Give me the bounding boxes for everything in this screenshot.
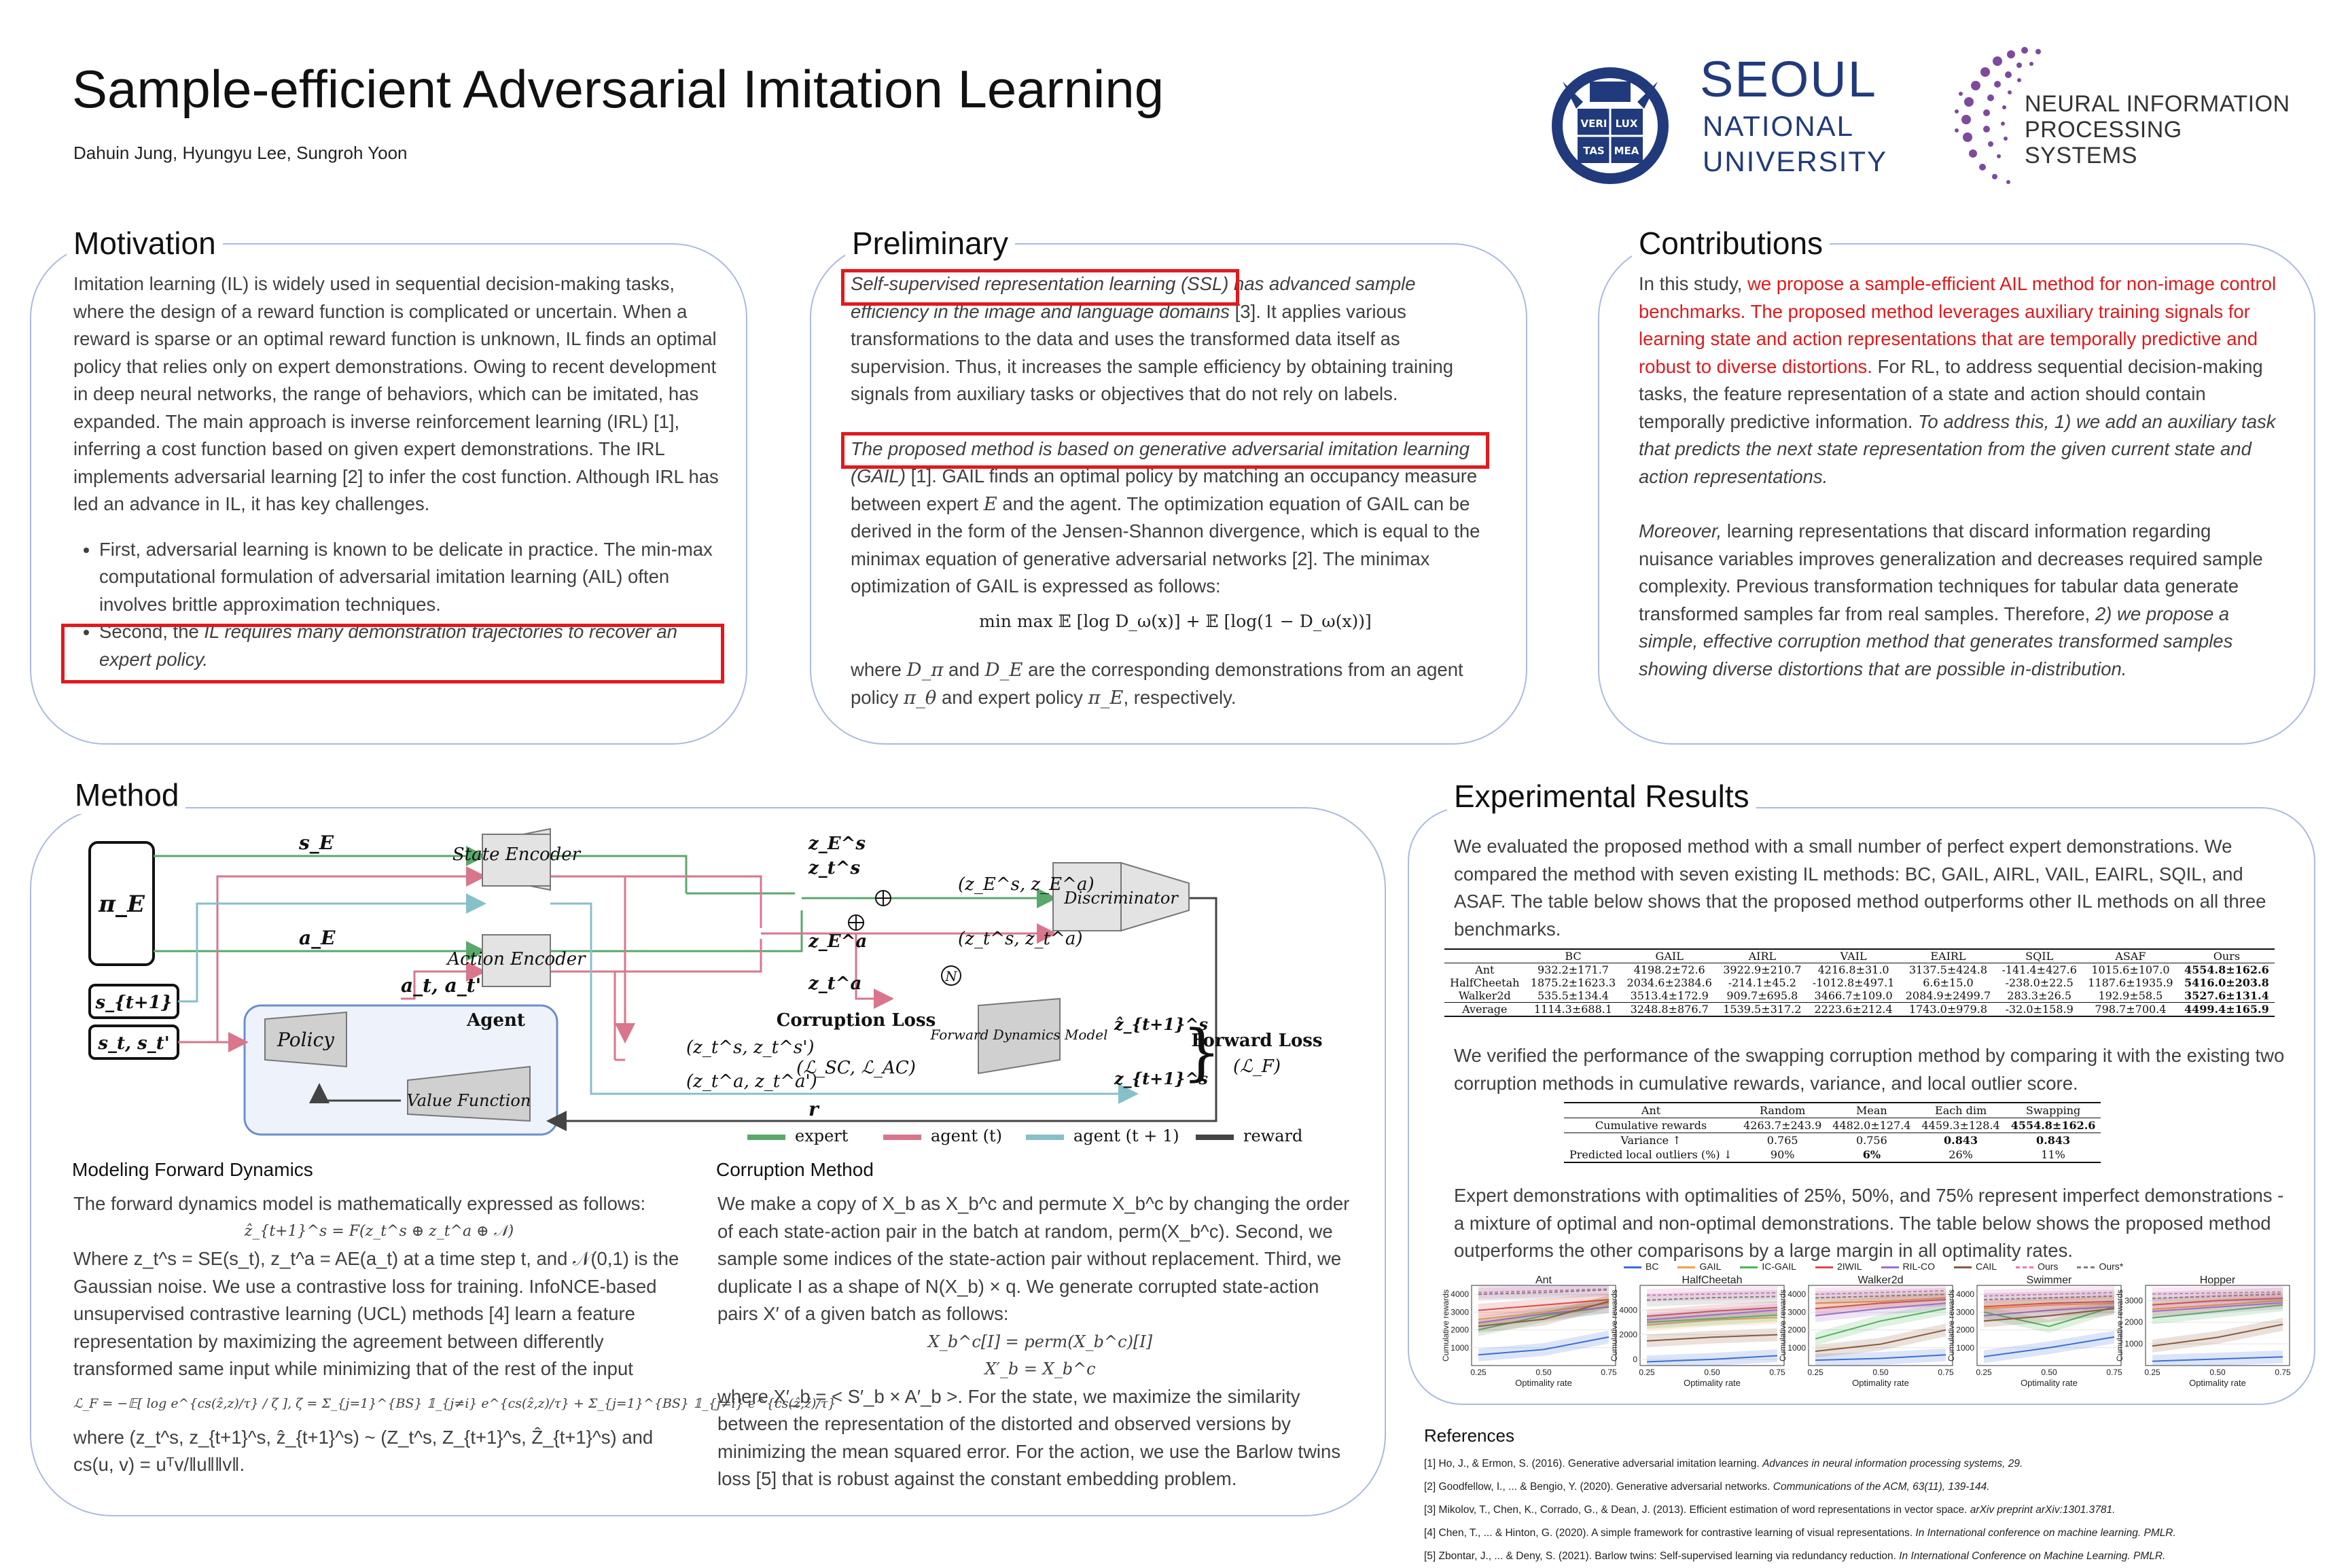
results-p1: We evaluated the proposed method with a small number of perfect expert demonstrations. We compared the method with seven existing IL methods: BC, GAIL, AIRL, VAIL, EAIRL, SQIL, and ASAF. The table below shows that the proposed method outperforms other IL methods on all three benchmarks. (1454, 836, 2266, 940)
after-d: and expert policy (936, 686, 1088, 708)
plot-legend-item (1677, 1261, 1721, 1272)
ssl-italic: Self-supervised representation learning (SSL) has advanced sample efficiency in the image and language domains (851, 273, 1416, 322)
t1-h5: EAIRL (1930, 950, 1966, 963)
seal-text-3: TAS (1583, 145, 1605, 157)
z-hat-label: ẑ_{t+1}^s (1114, 1014, 1209, 1034)
authors: Dahuin Jung, Hyungyu Lee, Sungroh Yoon (73, 143, 408, 163)
plot-legend-item (1815, 1261, 1862, 1272)
plot-xtick: 0.50 (1704, 1368, 1720, 1377)
after-a: where (851, 659, 907, 680)
plot-legend-label: IC-GAIL (1762, 1261, 1796, 1272)
after-e: , respectively. (1123, 686, 1237, 708)
t1-h4: VAIL (1840, 950, 1867, 963)
plot-legend-label: 2IWIL (1836, 1261, 1862, 1272)
contrib-red-text: we propose a sample-efficient AIL method for non-image control benchmarks. The proposed method leverages auxiliary training signals for learning state and action representations that are temporally predictive and robust to diverse distortions. (1639, 273, 2277, 377)
snu-line3: UNIVERSITY (1703, 145, 1888, 177)
neurips-logo (1943, 41, 2296, 197)
reward-label: r (808, 1098, 819, 1120)
preliminary-after (851, 656, 1496, 711)
t1-h1: BC (1565, 950, 1582, 963)
fd-p1: The forward dynamics model is mathematically expressed as follows: (73, 1193, 646, 1214)
plot-swimmer (1946, 1275, 2122, 1388)
plot-xtick: 0.25 (2144, 1368, 2160, 1377)
state-encoder-label-1: State Encoder (452, 844, 581, 865)
method-title: Method (68, 776, 185, 814)
plot-ytick: 4000 (1619, 1305, 1637, 1315)
legend-reward: reward (1243, 1126, 1303, 1145)
plot-ylabel: Cumulative rewards (1441, 1289, 1451, 1362)
prelim-p2-b: and the agent. The optimization equation of GAIL can be derived in the form of the Jensen-Shannon divergence, which is equal to the minimax equation of generative adversarial networks [2]. The minimax optimization of GAIL is expressed as follows: (851, 493, 1480, 596)
plot-legend-swatch (1954, 1266, 1972, 1268)
contrib-p1-a: In this study, (1639, 273, 1747, 294)
fd-eq1: ẑ_{t+1}^s = F(z_t^s ⊕ z_t^a ⊕ 𝒩) (244, 1222, 514, 1240)
plot-ytick: 0 (1633, 1354, 1637, 1364)
plot-ant (1441, 1275, 1617, 1388)
cm-body (717, 1190, 1363, 1493)
plot-ytick: 1000 (2124, 1339, 2143, 1349)
plot-legend-label: RIL-CO (1902, 1261, 1935, 1272)
plot-xtick: 0.50 (2209, 1368, 2226, 1377)
plot-legend-swatch (1815, 1266, 1833, 1268)
contrib-italic-2: 2) we propose a simple, effective corruption method that generates transformed samples showing diverse distortions that are possible in-distribution. (1639, 603, 2233, 679)
gail-equation: min max 𝔼 [log D_ω(x)] + 𝔼 [log(1 − D_ω(x))] (979, 611, 1372, 631)
table1-header (1444, 949, 2275, 963)
plot-legend-item (1881, 1261, 1935, 1272)
plot-xtick: 0.75 (2275, 1368, 2291, 1377)
a-e-label: a_E (299, 927, 336, 949)
snu-logo (1542, 51, 1888, 190)
reference-item: [1] Ho, J., & Ermon, S. (2016). Generative adversarial imitation learning. Advances in neural information processing systems, 29. (1424, 1458, 2023, 1469)
references-title: References (1424, 1425, 1514, 1446)
plot-xlabel: Optimality rate (1684, 1378, 1741, 1388)
fd-eq2: ℒ_F = −𝔼[ log e^{cs(ẑ,z)/τ} / ζ ], ζ = Σ_{j=1}^{BS} 𝟙_{j≠i} e^{cs(ẑ,z)/τ} + Σ_{j=1}^{BS} 𝟙_{j≠i} e^{cs(ẑ,ẑ)/τ} (73, 1395, 836, 1411)
legend-expert: expert (795, 1126, 849, 1145)
d-pi: D_π (906, 659, 944, 681)
brace-icon: } (1182, 1017, 1222, 1088)
plot-legend-item (2016, 1261, 2058, 1272)
cm-p2: where X′_b = < S′_b × A′_b >. For the state, we maximize the similarity between the representation of the distorted and observed versions by minimizing the mean squared error. For the action, we use the Barlow twins loss [5] that is robust against the constant embedding problem. (717, 1385, 1341, 1489)
snu-line2: NATIONAL (1703, 110, 1854, 142)
t2-h0: Ant (1641, 1104, 1661, 1117)
prelim-p2-a: [1]. GAIL finds an optimal policy by matching an occupancy measure between expert (851, 465, 1478, 514)
plot-ytick: 2000 (1619, 1330, 1637, 1340)
contrib-p1-b: For RL, to address sequential decision-making tasks, the feature representation of a state and action should contain temporally predictive information. (1639, 355, 2263, 432)
t2-h4: Swapping (2025, 1104, 2081, 1117)
plot-legend-label: Ours* (2099, 1261, 2124, 1272)
bullet-2-prefix: Second, the (99, 621, 204, 642)
plot-ylabel: Cumulative rewards (2115, 1289, 2124, 1362)
neurips-line1: NEURAL INFORMATION (2025, 91, 2290, 117)
seal-text-2: LUX (1615, 118, 1638, 130)
table-row: Cumulative rewards 4263.7±243.9 4482.0±127.4 4459.3±128.4 4554.8±162.6 (1564, 1118, 2101, 1133)
after-b: and (943, 659, 985, 680)
plot-title: Walker2d (1857, 1275, 1904, 1286)
results-p2: We verified the performance of the swapping corruption method by comparing it with the existing two corruption methods in cumulative rewards, variance, and local outlier score. (1454, 1045, 2285, 1094)
contributions-p2 (1639, 518, 2284, 683)
plot-xtick: 0.25 (1639, 1368, 1655, 1377)
plot-ytick: 4000 (1787, 1289, 1806, 1300)
corr-a-label: (z_t^a, z_t^a') (686, 1071, 817, 1092)
plot-xtick: 0.25 (1470, 1368, 1487, 1377)
table-row: Predicted local outliers (%) ↓ 90% 6% 26% 11% (1569, 1148, 2065, 1161)
motivation-paragraph: Imitation learning (IL) is widely used in sequential decision-making tasks, where the design of a reward function is complicated or uncertain. When a reward is sparse or an optimal reward function is unknown, IL finds an optimal policy that relies only on expert demonstrations. Owing to recent development in deep neural networks, the range of behaviors, which can be imitated, has expanded. The main approach is inverse reinforcement learning (IRL) [1], inferring a cost function based on given expert demonstrations. The IRL implements adversarial learning [2] to infer the cost function. Although IRL has led an advance in IL, it has key challenges. (73, 273, 719, 514)
reference-item: [2] Goodfellow, I., ... & Bengio, Y. (2020). Generative adversarial networks. Communications of the ACM, 63(11), 139-144. (1424, 1481, 1990, 1493)
plot-ylabel: Cumulative rewards (1778, 1289, 1787, 1362)
preliminary-title: Preliminary (845, 224, 1015, 262)
z-next-label: z_{t+1}^s (1114, 1069, 1209, 1088)
t2-h2: Mean (1856, 1104, 1887, 1117)
s-t-label: s_t, s_t' (98, 1033, 170, 1054)
reference-item: [4] Chen, T., ... & Hinton, G. (2020). A simple framework for contrastive learning of visual representations. In International conference on machine learning. PMLR. (1424, 1527, 2176, 1539)
plot-ytick: 2000 (2124, 1317, 2143, 1328)
table-benchmarks (1444, 948, 2275, 1017)
plot-xlabel: Optimality rate (2021, 1378, 2078, 1388)
t1-h0 (1444, 949, 1525, 963)
plot-legend-item (1740, 1261, 1796, 1272)
bullet-2-italic: IL requires many demonstration trajectories to recover an expert policy. (99, 621, 677, 670)
forward-loss-sub: (ℒ_F) (1232, 1056, 1281, 1077)
fd-title: Modeling Forward Dynamics (72, 1159, 313, 1180)
plot-legend-item (1954, 1261, 1997, 1272)
plot-xtick: 0.25 (1807, 1368, 1824, 1377)
plot-xlabel: Optimality rate (2189, 1378, 2246, 1388)
pair-t-label: (z_t^s, z_t^a) (958, 929, 1083, 949)
t1-h3: AIRL (1748, 950, 1777, 963)
highlight-box-motivation (61, 624, 724, 683)
s-t1-label: s_{t+1} (95, 993, 173, 1013)
reference-item: [3] Mikolov, T., Chen, K., Corrado, G., & Dean, J. (2013). Efficient estimation of word representations in vector space. arXiv preprint arXiv:1301.3781. (1424, 1504, 2116, 1516)
discriminator-label: Discriminator (1064, 889, 1178, 908)
method-diagram (75, 822, 1366, 1148)
legend-agent-t1: agent (t + 1) (1073, 1126, 1179, 1145)
d-e: D_E (984, 659, 1023, 681)
highlight-box-ssl (841, 269, 1239, 306)
policy-label: Policy (277, 1029, 334, 1051)
seal-text-4: MEA (1614, 145, 1639, 157)
references-list (1424, 1453, 2321, 1568)
pi-e: π_E (1088, 686, 1124, 709)
t1-h6: SQIL (2025, 950, 2054, 963)
plot-legend-item (1624, 1261, 1658, 1272)
plot-title: Swimmer (2026, 1275, 2072, 1286)
table2-header (1564, 1103, 2101, 1118)
highlight-box-gail (841, 432, 1489, 469)
value-function-label: Value Function (406, 1091, 531, 1110)
plot-legend-swatch (1624, 1266, 1641, 1268)
plot-ytick: 2000 (1787, 1325, 1806, 1335)
forward-dynamics-label: Forward Dynamics Model (930, 1027, 1108, 1043)
plot-title: Ant (1535, 1275, 1552, 1286)
fd-p3: where (z_t^s, z_{t+1}^s, ẑ_{t+1}^s) ~ (Z_t^s, Z_{t+1}^s, Ẑ_{t+1}^s) and cs(u, v) = uᵀv/‖u‖‖v‖. (73, 1426, 654, 1475)
plot-xtick: 0.75 (1769, 1368, 1785, 1377)
plot-legend-label: CAIL (1975, 1261, 1997, 1272)
contributions-title: Contributions (1632, 224, 1830, 262)
plot-legend-label: GAIL (1699, 1261, 1722, 1272)
plot-ytick: 1000 (1956, 1342, 1974, 1353)
plot-walker2d (1778, 1275, 1954, 1388)
t1-h7: ASAF (2115, 950, 2146, 963)
contrib-p2-a: learning representations that discard information regarding nuisance variables improves generalization and decreases required sample complexity. Previous transformation techniques for tabular data generate transformed samples far from real samples. Therefore, (1639, 520, 2263, 624)
plot-xtick: 0.75 (1601, 1368, 1617, 1377)
plot-ytick: 3000 (1787, 1307, 1806, 1317)
motivation-bullet-1: • First, adversarial learning is known to be delicate in practice. The min-max computational formulation of adversarial imitation learning (AIL) often involves brittle approximation techniques. (99, 536, 720, 619)
plot-ytick: 1000 (1787, 1342, 1806, 1353)
contributions-p1 (1639, 270, 2284, 491)
neurips-line2: PROCESSING SYSTEMS (2025, 117, 2182, 168)
plot-legend-swatch (2077, 1266, 2095, 1268)
corruption-loss-sub: (ℒ_SC, ℒ_AC) (796, 1058, 916, 1078)
legend-agent-t: agent (t) (931, 1126, 1002, 1145)
plot-ytick: 3000 (2124, 1296, 2143, 1306)
table-row: Ant 932.2±171.7 4198.2±72.6 3922.9±210.7 4216.8±31.0 3137.5±424.8 -141.4±427.6 1015.6±107.0 4554.8±162.6 (1475, 963, 2269, 976)
t1-h2: GAIL (1655, 950, 1684, 963)
plot-ytick: 4000 (1956, 1289, 1974, 1300)
t1-h8: Ours (2213, 950, 2241, 963)
plot-legend-swatch (1740, 1266, 1758, 1268)
plot-legend-swatch (1677, 1266, 1695, 1268)
pi-e-label: π_E (99, 891, 145, 918)
plot-xtick: 0.25 (1976, 1368, 1992, 1377)
plot-ytick: 3000 (1956, 1307, 1974, 1317)
plot-xtick: 0.50 (2041, 1368, 2057, 1377)
z-t-s-label: z_t^s (808, 858, 861, 878)
contrib-italic-1: To address this, 1) we add an auxiliary task that predicts the next state representation from the given current state and action representations. (1639, 410, 2276, 487)
snu-seal-icon (1542, 54, 1678, 190)
plot-ytick: 3000 (1451, 1307, 1469, 1317)
forward-loss-label: Forward Loss (1191, 1031, 1323, 1051)
poster-title: Sample-efficient Adversarial Imitation Learning (72, 59, 1164, 119)
corruption-loss-label: Corruption Loss (776, 1010, 936, 1031)
a-t-label: a_t, a_t' (401, 974, 482, 997)
noise-label: N (945, 968, 957, 984)
plot-xtick: 0.75 (1938, 1368, 1954, 1377)
plot-ytick: 1000 (1451, 1342, 1469, 1353)
action-encoder-label: Action Encoder (447, 949, 586, 969)
plot-xtick: 0.50 (1872, 1368, 1889, 1377)
plot-ylabel: Cumulative rewards (1609, 1289, 1619, 1362)
plot-xtick: 0.75 (2106, 1368, 2122, 1377)
plot-halfcheetah (1609, 1275, 1785, 1388)
plot-xlabel: Optimality rate (1515, 1378, 1572, 1388)
fd-body (73, 1190, 836, 1479)
table-row: HalfCheetah 1875.2±1623.3 2034.6±2384.6 -214.1±45.2 -1012.8±497.1 6.6±15.0 -238.0±22.5 1187.6±1935.9 5416.0±203.8 (1450, 976, 2269, 989)
diagram-legend (747, 1126, 1302, 1145)
plot-ytick: 2000 (1956, 1325, 1974, 1335)
after-c: are the corresponding demonstrations from an agent policy (851, 659, 1463, 708)
table-row: Variance ↑ 0.765 0.756 0.843 0.843 (1620, 1134, 2071, 1147)
pair-e-label: (z_E^s, z_E^a) (958, 874, 1095, 895)
agent-label: Agent (467, 1010, 525, 1031)
plot-title: Hopper (2199, 1275, 2236, 1286)
optimality-plots (1440, 1275, 2303, 1410)
z-t-a-label: z_t^a (808, 974, 862, 994)
results-p3: Expert demonstrations with optimalities of 25%, 50%, and 75% represent imperfect demonstrations - a mixture of optimal and non-optimal demonstrations. The table below shows the proposed method outperforms the other comparisons by a large margin in all optimality rates. (1454, 1185, 2284, 1261)
table-row: Walker2d 535.5±134.4 3513.4±172.9 909.7±695.8 3466.7±109.0 2084.9±2499.7 283.3±26.5 192.9±58.5 3527.6±131.4 (1444, 989, 2275, 1003)
plot-xlabel: Optimality rate (1852, 1378, 1909, 1388)
fd-p2: Where z_t^s = SE(s_t), z_t^a = AE(a_t) at a time step t, and 𝒩(0,1) is the Gaussian noise. We use a contrastive loss for training. InfoNCE-based unsupervised contrastive learning (UCL) methods [4] learn a feature representation by maximizing the agreement between differently transformed same input while minimizing that of the rest of the input (73, 1248, 679, 1379)
plots-legend (1624, 1261, 2235, 1276)
plot-ytick: 4000 (1451, 1289, 1469, 1300)
gail-italic: The proposed method is based on generative adversarial imitation learning (GAIL) (851, 438, 1470, 486)
cm-title: Corruption Method (716, 1159, 874, 1180)
cm-eq1: X_b^c[I] = perm(X_b^c)[I] (927, 1332, 1153, 1351)
plot-legend-label: Ours (2038, 1261, 2059, 1272)
plot-ytick: 2000 (1451, 1325, 1469, 1335)
plot-legend-swatch (2016, 1266, 2033, 1268)
motivation-body (73, 270, 720, 673)
t2-h1: Random (1760, 1104, 1806, 1117)
cm-eq2: X′_b = X_b^c (984, 1359, 1096, 1378)
plot-ylabel: Cumulative rewards (1946, 1289, 1956, 1362)
reference-item: [5] Zbontar, J., ... & Deny, S. (2021). Barlow twins: Self-supervised learning via redundancy reduction. In International Conference on Machine Learning. PMLR. (1424, 1550, 2166, 1562)
z-e-s-label: z_E^s (808, 834, 866, 854)
plot-legend-swatch (1881, 1266, 1899, 1268)
plot-title: HalfCheetah (1682, 1275, 1743, 1286)
z-e-a-label: z_E^a (808, 931, 868, 952)
table-row-average: Average 1114.3±688.1 3248.8±876.7 1539.5±317.2 2223.6±212.4 1743.0±979.8 -32.0±158.9 798.7±700.4 4499.4±165.9 (1462, 1003, 2269, 1016)
table-corruption (1564, 1102, 2101, 1163)
s-e-label: s_E (299, 832, 334, 854)
contrib-moreover: Moreover, (1639, 520, 1722, 541)
contributions-body (1639, 270, 2284, 683)
plot-hopper (2115, 1275, 2291, 1388)
t2-h3: Each dim (1935, 1104, 1987, 1117)
seal-text-1: VERI (1580, 118, 1607, 130)
cm-p1: We make a copy of X_b as X_b^c and permute X_b^c by changing the order of each state-action pair in the batch at random, perm(X_b^c). Second, we sample some indices of the state-action pair without replacement. Third, we duplicate I as a shape of N(X_b) × q. We generate corrupted state-action pairs X′ of a given batch as follows: (717, 1193, 1350, 1324)
pi-theta: π_θ (903, 686, 937, 709)
snu-line1: SEOUL (1700, 51, 1877, 107)
prelim-p1-rest: [3]. It applies various transformations to the data and uses the transformed data itself as supervision. Thus, it increases the sample efficiency by obtaining training signals from auxiliary tasks or objectives that do not rely on labels. (851, 300, 1454, 404)
plot-legend-label: BC (1646, 1261, 1659, 1272)
plot-legend-item (2077, 1261, 2123, 1272)
motivation-title: Motivation (67, 224, 223, 262)
plot-xtick: 0.50 (1535, 1368, 1552, 1377)
results-title: Experimental Results (1447, 777, 1756, 815)
corr-s-label: (z_t^s, z_t^s') (686, 1037, 815, 1058)
expert-symbol: E (983, 493, 997, 515)
